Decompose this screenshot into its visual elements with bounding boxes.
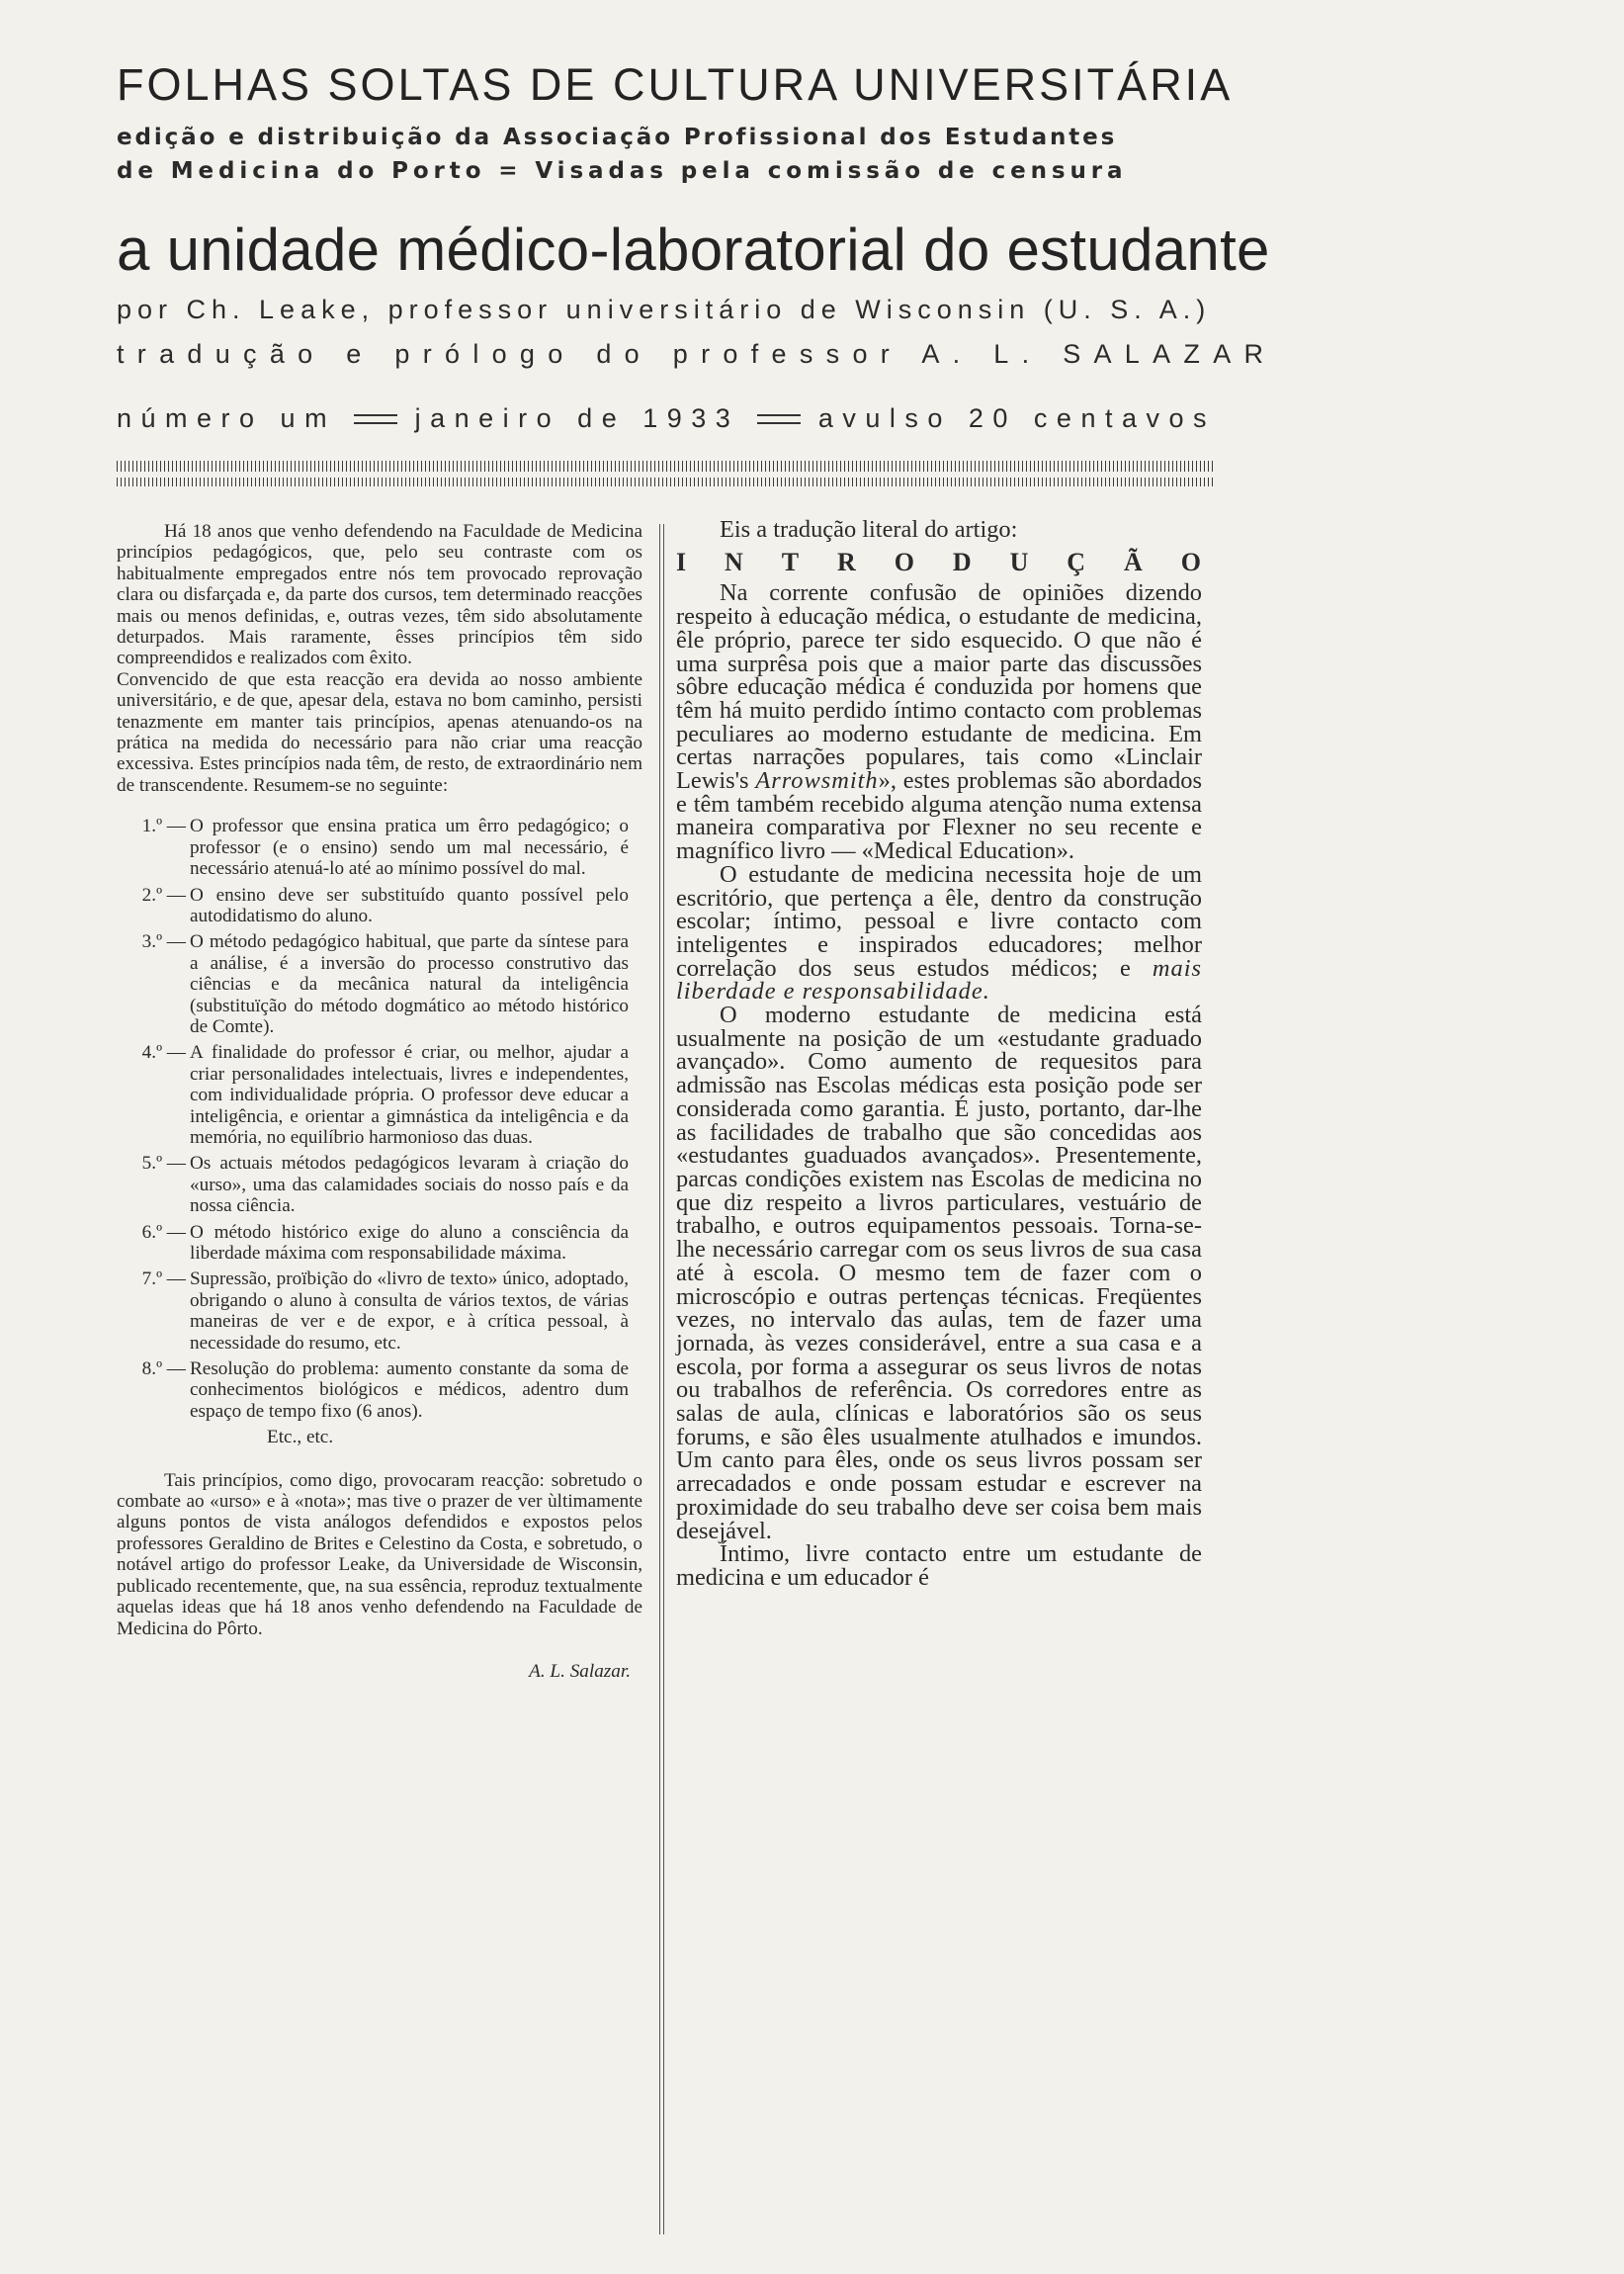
issue-date: janeiro de 1933	[414, 403, 740, 433]
heading-letter: O	[894, 547, 915, 576]
heading-letter: Ç	[1067, 547, 1087, 576]
heading-letter: D	[952, 547, 973, 576]
item-text: Os actuais métodos pedagógicos levaram à criação do «urso», uma das calamidades sociais do nosso país e da nossa ciência.	[190, 1153, 629, 1217]
publisher-line-2: de Medicina do Porto = Visadas pela comissão de censura	[117, 158, 1128, 184]
list-item	[117, 1153, 642, 1216]
author-line: por Ch. Leake, professor universitário de Wisconsin (U. S. A.)	[117, 295, 1212, 324]
list-item	[117, 816, 642, 879]
heading-letter: I	[676, 547, 688, 576]
list-item	[117, 1268, 642, 1354]
prologue-closing: Tais princípios, como digo, provocaram reacção: sobretudo o combate ao «urso» e à «nota»; mas tive o prazer de ver ùltimamente alguns pontos de vista análogos defendidos e expostos pelos professores Geraldino de Brites e Celestino da Costa, e sobretudo, o notável artigo do professor Leake, da Universidade de Wisconsin, publicado recentemente, que, na sua essência, reproduz textualmente aquelas ideas que há 18 anos venho defendendo na Faculdade de Medicina do Pôrto.	[117, 1469, 642, 1639]
section-heading	[676, 547, 1202, 576]
double-rule-divider	[354, 414, 397, 424]
item-text: O método pedagógico habitual, que parte da síntese para a análise, é a inversão do processo construtivo das ciências e da mecânica natural da inteligência (substituïção do método dogmático ao método histórico de Comte).	[190, 931, 629, 1037]
article-lead: Eis a tradução literal do artigo:	[720, 516, 1018, 543]
series-title: FOLHAS SOLTAS DE CULTURA UNIVERSITÁRIA	[117, 59, 1234, 110]
heading-letter: N	[725, 547, 744, 576]
book-title: Arrowsmith	[755, 767, 879, 795]
prologue-column	[117, 521, 642, 1682]
translation-line: tradução e prólogo do professor A. L. SALAZAR	[117, 339, 1277, 369]
publisher-line-1: edição e distribuição da Associação Profissional dos Estudantes	[117, 125, 1118, 150]
item-number: 6.º —	[141, 1221, 186, 1243]
article-paragraph-1	[676, 579, 1202, 865]
item-number: 7.º —	[141, 1268, 186, 1290]
double-rule-divider	[757, 414, 801, 424]
principles-list	[117, 816, 642, 1422]
item-text: Resolução do problema: aumento constante da soma de conhecimentos biológicos e médicos, adentro dum espaço de tempo fixo (6 anos).	[190, 1358, 629, 1422]
prologue-intro-continued: Convencido de que esta reacção era devida ao nosso ambiente universitário, e de que, apesar dela, estava no bom caminho, persisti tenazmente em manter tais princípios, apenas atenuando-os na prática na medida do necessário para não criar uma reacção excessiva. Estes princípios nada têm, de resto, de extraordinário nem de transcendente. Resumem-se no seguinte:	[117, 668, 642, 796]
article-column	[676, 518, 1202, 1590]
article-paragraph-3: O moderno estudante de medicina está usualmente na posição de um «estudante graduado avançado». Como aumento de requesitos para admissão nas Escolas médicas esta posição pode ser considerada como garantia. É justo, portanto, dar-lhe as facilidades de trabalho que são concedidas aos «estudantes guaduados avançados». Presentemente, parcas condições existem nas Escolas de medicina no que diz respeito a livros particulares, vestuário de trabalho, e outros equipamentos pessoais. Torna-se-lhe necessário carregar com os seus livros de sua casa até à escola. O mesmo tem de fazer com o microscópio e outras pertenças técnicas. Freqüentes vezes, no intervalo das aulas, tem de fazer uma jornada, às vezes considerável, entre a sua casa e a escola, por forma a assegurar os seus livros de notas ou trabalhos de referência. Os corredores entre as salas de aula, clínicas e laboratórios são os seus forums, e são êles usualmente atulhados e imundos. Um canto para êles, onde os seus livros possam ser arrecadados e onde possam estudar e escrever na proximidade do seu trabalho deve ser coisa bem mais desejável.	[676, 1002, 1202, 1544]
heading-letter: T	[781, 547, 801, 576]
column-divider	[659, 524, 664, 2234]
paragraph-text: », estes problemas são abordados e têm também recebido alguma atenção numa extensa maneira comparativa por Flexner no seu recente e magnífico livro — «Medical Education».	[676, 767, 1202, 865]
issue-price: avulso 20 centavos	[817, 403, 1216, 433]
item-text: O professor que ensina pratica um êrro pedagógico; o professor (e o ensino) sendo um mal necessário, é necessário atenuá-lo até ao mínimo possível do mal.	[190, 816, 629, 880]
heading-letter: U	[1009, 547, 1030, 576]
list-item	[117, 1358, 642, 1422]
prologue-intro: Há 18 anos que venho defendendo na Faculdade de Medicina princípios pedagógicos, que, pelo seu contraste com os habitualmente empregados entre nós tem provocado reprovação clara ou disfarçada e, da parte dos cursos, tem determinado reacções mais ou menos definidas, e, outras vezes, têm sido absolutamente deturpados. Mais raramente, êsses princípios têm sido compreendidos e realizados com êxito.	[117, 521, 642, 669]
item-number: 8.º —	[141, 1358, 186, 1380]
paragraph-text: Na corrente confusão de opiniões dizendo respeito à educação médica, o estudante de medicina, êle próprio, parece ter sido esquecido. O que não é uma surprêsa pois que a maior parte das discussões sôbre educação médica é conduzida por homens que têm há muito perdido íntimo contacto com problemas peculiares ao moderno estudante de medicina. Em certas narrações populares, tais como «Linclair Lewis's	[676, 579, 1202, 795]
signature: A. L. Salazar.	[529, 1660, 631, 1682]
list-item	[117, 1222, 642, 1265]
article-paragraph-4: Íntimo, livre contacto entre um estudante de medicina e um educador é	[676, 1540, 1202, 1591]
list-item	[117, 931, 642, 1037]
item-text: Supressão, proïbição do «livro de texto» único, adoptado, obrigando o aluno à consulta de vários textos, de várias maneiras de ver e de expor, e à crítica pessoal, à necessidade do resumo, etc.	[190, 1268, 629, 1354]
issue-line	[117, 403, 1216, 434]
paragraph-text: O estudante de medicina necessita hoje de um escritório, que pertença a êle, dentro da construção escolar; íntimo, pessoal e livre contacto com inteligentes e inspirados educadores; melhor correlação dos seus estudos médicos; e	[676, 860, 1202, 982]
issue-number: número um	[117, 403, 337, 433]
item-number: 2.º —	[141, 884, 186, 906]
etc-line: Etc., etc.	[267, 1427, 334, 1448]
emphasis-text: mais liberdade e responsabilidade.	[676, 954, 1202, 1006]
article-title: a unidade médico-laboratorial do estudante	[117, 217, 1270, 283]
item-number: 3.º —	[141, 931, 186, 953]
item-text: A finalidade do professor é criar, ou melhor, ajudar a criar personalidades intelectuais, livres e independentes, com individualidade própria. O professor deve educar a inteligência, e orientar a gimnástica da inteligência e da memória, no equilíbrio harmonioso das duas.	[190, 1042, 629, 1148]
item-text: O ensino deve ser substituído quanto possível pelo autodidatismo do aluno.	[190, 884, 629, 926]
list-item	[117, 885, 642, 927]
heading-letter: Ã	[1123, 547, 1144, 576]
item-text: O método histórico exige do aluno a consciência da liberdade máxima com responsabilidade máxima.	[190, 1221, 629, 1264]
decorative-hatched-rule	[117, 478, 1216, 486]
heading-letter: O	[1180, 547, 1202, 576]
item-number: 5.º —	[141, 1153, 186, 1175]
item-number: 1.º —	[141, 816, 186, 837]
list-item	[117, 1042, 642, 1148]
heading-letter: R	[837, 547, 857, 576]
article-paragraph-2	[676, 860, 1202, 1006]
decorative-hatched-rule	[117, 461, 1216, 472]
item-number: 4.º —	[141, 1042, 186, 1064]
